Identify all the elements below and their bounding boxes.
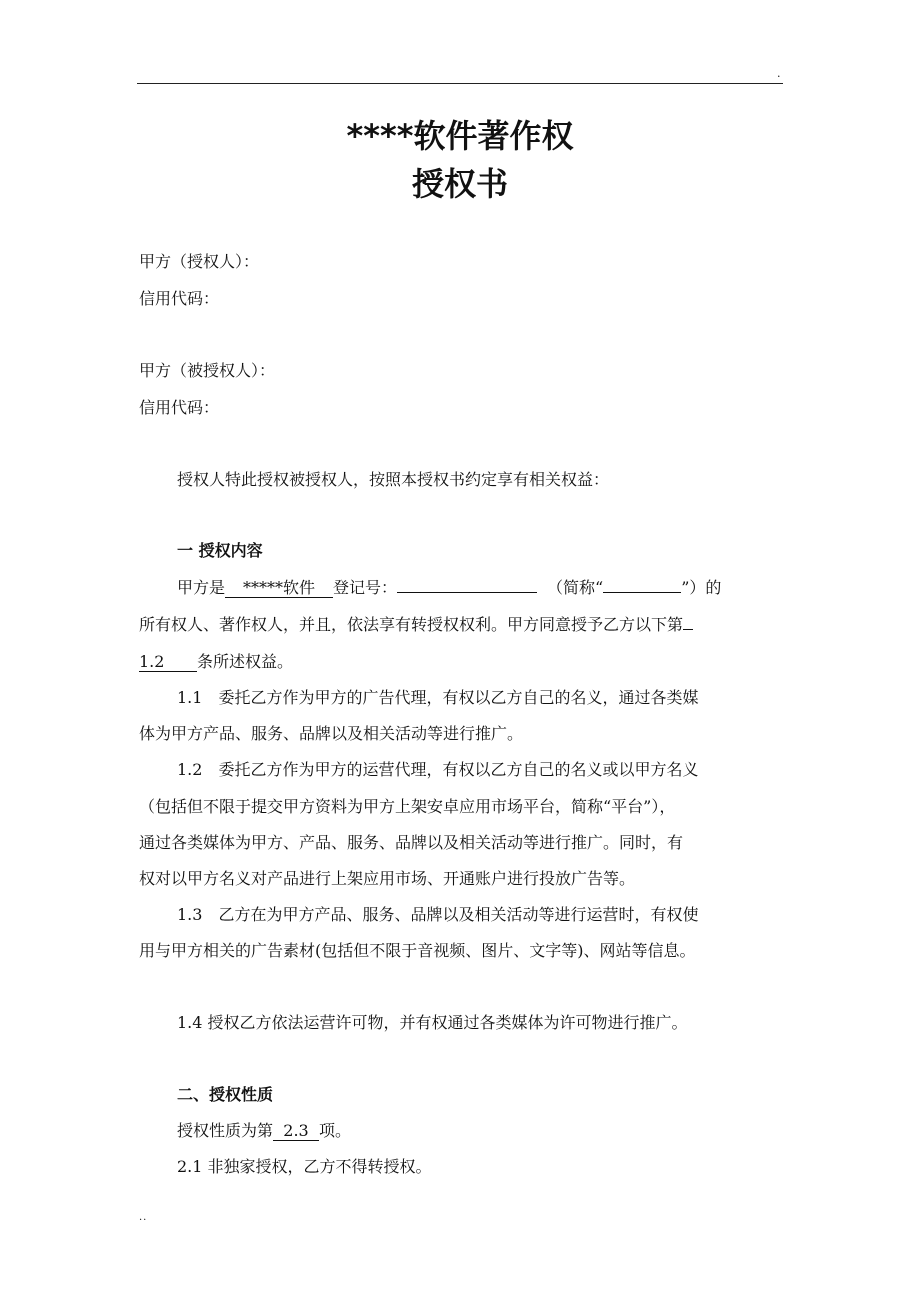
item-1-2-line-2: （包括但不限于提交甲方资料为甲方上架安卓应用市场平台，简称“平台”）， xyxy=(139,797,676,816)
party-a-label: 甲方（授权人）： xyxy=(139,252,260,271)
authorization-nature-line: 授权性质为第 2.3 项。 xyxy=(177,1121,352,1140)
item-1-3-line-1: 1.3 乙方在为甲方产品、服务、品牌以及相关活动等进行运营时，有权使 xyxy=(177,905,699,924)
item-1-1-line-1: 1.1 委托乙方作为甲方的广告代理，有权以乙方自己的名义，通过各类媒 xyxy=(177,688,699,707)
header-dot: . xyxy=(777,67,781,80)
granted-items-suffix: 条所述权益。 xyxy=(197,652,294,671)
item-1-2-line-1: 1.2 委托乙方作为甲方的运营代理，有权以乙方自己的名义或以甲方名义 xyxy=(177,760,699,779)
party-a-code-label: 信用代码： xyxy=(139,289,220,308)
intro-paragraph: 授权人特此授权被授权人，按照本授权书约定享有相关权益： xyxy=(177,470,610,489)
section-2-heading: 二、授权性质 xyxy=(177,1085,274,1104)
header-rule xyxy=(137,83,783,84)
abbreviation-field xyxy=(603,592,681,593)
registration-number-field xyxy=(397,592,537,593)
item-1-3-line-2: 用与甲方相关的广告素材(包括但不限于音视频、图片、文字等)、网站等信息。 xyxy=(139,941,696,960)
items-blank-start xyxy=(683,629,693,630)
nature-items-field: 2.3 xyxy=(273,1122,319,1141)
item-1-4: 1.4 授权乙方依法运营许可物，并有权通过各类媒体为许可物进行推广。 xyxy=(177,1013,688,1032)
document-title: ****软件著作权 xyxy=(346,117,574,155)
abbreviation-prefix: （简称“ xyxy=(547,578,604,597)
item-1-1-line-2: 体为甲方产品、服务、品牌以及相关活动等进行推广。 xyxy=(139,724,524,743)
footer-dots: .. xyxy=(139,1212,148,1223)
software-name-field: *****软件 xyxy=(225,579,333,598)
item-1-2-line-4: 权对以甲方名义对产品进行上架应用市场、开通账户进行投放广告等。 xyxy=(139,869,636,888)
party-b-label: 甲方（被授权人）： xyxy=(139,361,276,380)
party-b-code-label: 信用代码： xyxy=(139,398,220,417)
granted-items-field: 1.2 xyxy=(139,653,197,672)
item-2-1: 2.1 非独家授权，乙方不得转授权。 xyxy=(177,1157,432,1176)
section-1-paragraph-line-3 xyxy=(139,651,293,673)
p1-prefix: 甲方是 xyxy=(177,578,226,597)
registration-label: 登记号： xyxy=(333,578,398,597)
item-1-2-line-3: 通过各类媒体为甲方、产品、服务、品牌以及相关活动等进行推广。同时，有 xyxy=(139,833,684,852)
section-1-paragraph-line-1 xyxy=(177,577,721,599)
abbreviation-suffix: ”）的 xyxy=(681,578,722,597)
section-1-paragraph-line-2: 所有权人、著作权人，并且，依法享有转授权权利。甲方同意授予乙方以下第 xyxy=(139,614,693,636)
section-1-heading: 一 授权内容 xyxy=(177,541,263,560)
document-subtitle: 授权书 xyxy=(411,165,508,203)
